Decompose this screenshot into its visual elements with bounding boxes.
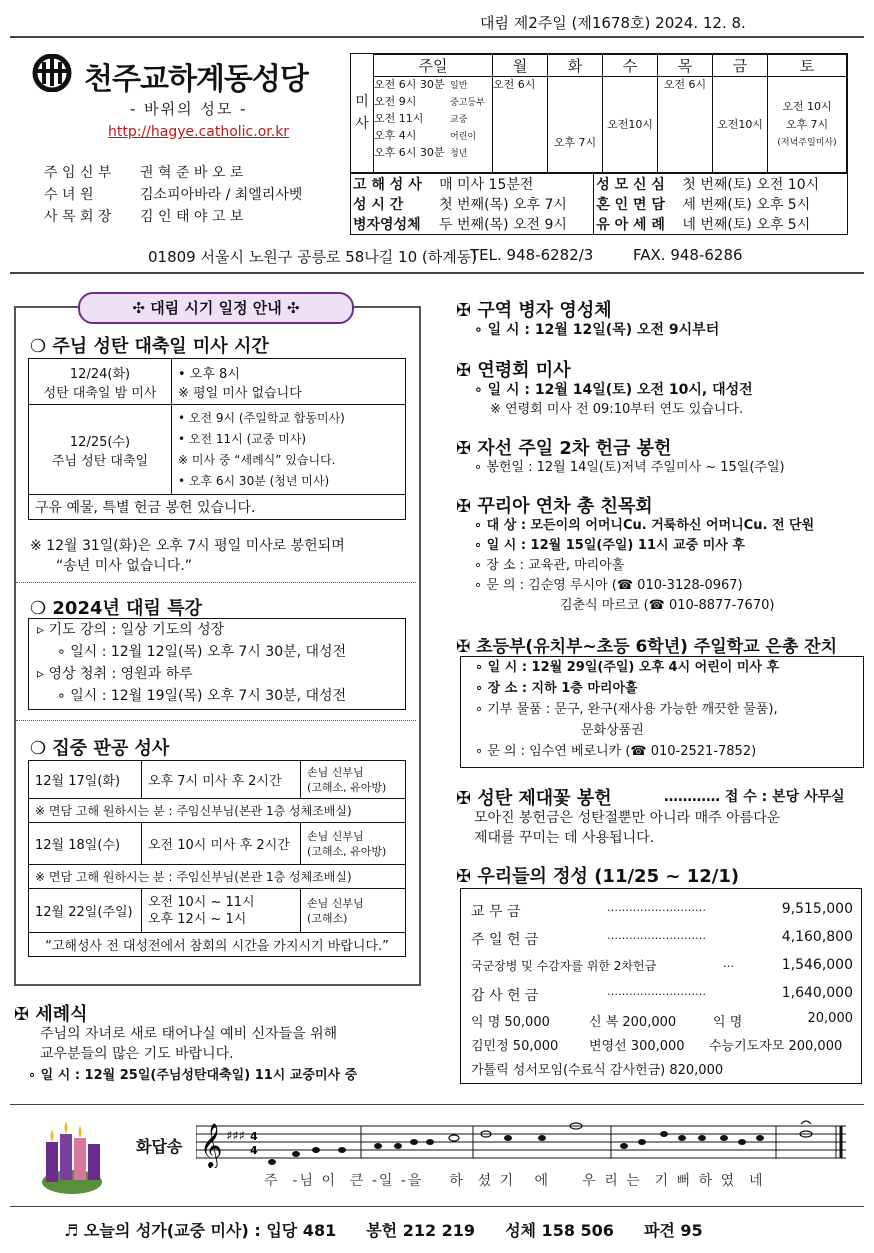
sched-fri: 오전10시 (713, 77, 768, 173)
flower-line: 모아진 봉헌금은 성탄절뿐만 아니라 매주 아름다운 (474, 810, 781, 826)
sick-communion-date: ∘ 일 시 : 12월 12일(목) 오전 9시부터 (474, 322, 720, 338)
staff-list (44, 162, 302, 228)
curia-details: ∘ 대 상 : 모든이의 어머니Cu. 거룩하신 어머니Cu. 전 단원 ∘ 일 시 : 12월 15일(주일) 11시 교중 미사 후 ∘ 장 소 : 교육관, 마리아홀 ∘ 문 의 : 김순영 루시아 (☎ 010-3128-0967) 김춘식 마르코 (☎ 010-8877-7670) (474, 518, 815, 613)
baptism-line: 교우분들의 많은 기도 바랍니다. (40, 1046, 234, 1062)
psalm-label: 화답송 (136, 1137, 183, 1156)
christmas-day: 12/25(수) 주님 성탄 대축일 (29, 405, 172, 495)
elder-mass-title: ✠ 연령회 미사 (456, 360, 571, 381)
advent-candles-icon (40, 1116, 104, 1196)
sched-sun: 오전 6시 30분 일반 오전 9시 중고등부 오전 11시 교중 오후 4시 어린이 오후 6시 30분 청년 (374, 77, 493, 173)
sched-thu: 오전 6시 (658, 77, 713, 173)
church-subtitle: - 바위의 성모 - (130, 100, 248, 118)
offering-box: 교 무 금 ……………………… 9,515,000 주 일 헌 금 ……………………… 4,160,800 국군장병 및 수감자를 위한 2차헌금 … 1,546,000 감 사 헌 금 ……………………… 1,640,000 익 명 50,000 신 복 200,000 익 명 20,000 김민정 50,000 변영선 300,000 수능기도자모 200,000 가톨릭 성서모임(수료식 감사헌금) 820,000 (460, 888, 862, 1084)
day-tue: 화 (548, 55, 603, 77)
christmas-title: ❍ 주님 성탄 대축일 미사 시간 (30, 336, 269, 357)
staff-row: 사 목 회 장 김 인 태 야 고 보 (44, 209, 244, 225)
christmas-mass-table (28, 358, 406, 520)
staff-row: 수 녀 원 김소피아바라 / 최엘리사벳 (44, 187, 303, 203)
mass-schedule-table (350, 53, 848, 235)
hymn-dismissal: 파견 95 (643, 1221, 703, 1240)
christmas-note: 구유 예물, 특별 헌금 봉헌 있습니다. (29, 495, 406, 520)
svg-text:𝄞: 𝄞 (200, 1123, 223, 1167)
baptism-date: ∘ 일 시 : 12월 25일(주님성탄대축일) 11시 교중미사 중 (28, 1068, 358, 1083)
baptism-title: ✠ 세례식 (14, 1004, 88, 1025)
sched-tue: 오후 7시 (548, 77, 603, 173)
day-mon: 월 (493, 55, 548, 77)
psalm-lyrics (264, 1170, 804, 1190)
elder-mass-date: ∘ 일 시 : 12월 14일(토) 오전 10시, 대성전 (474, 382, 753, 398)
address: 01809 서울시 노원구 공릉로 58나길 10 (하계동) (148, 248, 478, 266)
issue-date: 대림 제2주일 (제1678호) 2024. 12. 8. (480, 14, 746, 32)
staff-row: 주 임 신 부 권 혁 준 바 오 로 (44, 165, 244, 181)
school-party-title: ✠ 초등부(유치부~초등 6학년) 주일학교 은총 잔치 (456, 637, 838, 657)
sched-wed: 오전10시 (603, 77, 658, 173)
sched-mon: 오전 6시 (493, 77, 548, 173)
sched-sat: 오전 10시 오후 7시 (저녁주일미사) (768, 77, 847, 173)
christmas-day-times: • 오전 9시 (주일학교 합동미사) • 오전 11시 (교중 미사) ※ 미사 중 “세례식” 있습니다. • 오후 6시 30분 (청년 미사) (172, 405, 406, 495)
mass-row-label: 미 사 (351, 55, 374, 173)
hymn-entrance: 입당 481 (266, 1221, 337, 1240)
confession-table: 12월 17일(화) 오후 7시 미사 후 2시간 손님 신부님 (고해소, 유아방) ※ 면담 고해 원하시는 분 : 주임신부님(본관 1층 성체조배실) 12월 18일(수) 오전 10시 미사 후 2시간 손님 신부님 (고해소, 유아방) ※ 면담 고해 원하시는 분 : 주임신부님(본관 1층 성체조배실) 12월 22일(주일) 오전 10시 ~ 11시 오후 12시 ~ 1시 손님 신부님 (고해소) “고해성사 전 대성전에서 참회의 시간을 가지시기 바랍니다.” (28, 760, 406, 957)
psalm-lyrics-text: 주 -님 이 큰 -일 -을 하 셨 기 에 우 리 는 기 뻐 하 였 네 (264, 1173, 765, 1189)
sick-communion-title: ✠ 구역 병자 영성체 (456, 300, 612, 321)
curia-title: ✠ 꾸리아 연차 총 친목회 (456, 496, 653, 517)
hymn-offertory: 봉헌 212 219 (366, 1221, 476, 1240)
sacrament-info: 고 해 성 사 매 미사 15분전 성 모 신 심 첫 번째(토) 오전 10시 성 시 간 첫 번째(목) 오후 7시 혼 인 면 담 세 번째(토) 오후 5시 병자영성체 두 번째(목) 오전 9시 유 아 세 례 네 번째(토) 오후 5시 (351, 173, 847, 234)
school-party-box: ∘ 일 시 : 12월 29일(주일) 오후 4시 어린이 미사 후 ∘ 장 소 : 지하 1층 마리아홀 ∘ 기부 물품 : 문구, 완구(재사용 가능한 깨끗한 물품), 문화상품권 ∘ 문 의 : 임수연 베로니카 (☎ 010-2521-7852) (460, 656, 864, 768)
flower-title: ✠ 성탄 제대꽃 봉헌 (456, 788, 612, 809)
phone: TEL. 948-6282/3 (470, 246, 594, 264)
day-thu: 목 (658, 55, 713, 77)
flower-line: 제대를 꾸미는 데 사용됩니다. (474, 830, 655, 846)
christmas-eve: 12/24(화) 성탄 대축일 밤 미사 (29, 359, 172, 405)
svg-text:♯♯♯: ♯♯♯ (226, 1129, 245, 1144)
charity-date: ∘ 봉헌일 : 12월 14일(토)저녁 주일미사 ~ 15일(주일) (474, 460, 785, 475)
advent-lecture-title: ❍ 2024년 대림 특강 (30, 598, 202, 619)
svg-text:4: 4 (250, 1144, 258, 1157)
advent-lecture-box: ▹ 기도 강의 : 일상 기도의 성장 ∘ 일시 : 12월 12일(목) 오후 7시 30분, 대성전 ▹ 영상 청취 : 영원과 하루 ∘ 일시 : 12월 19일(목) 오후 7시 30분, 대성전 (28, 618, 406, 710)
flower-contact: ………… 접 수 : 본당 사무실 (664, 789, 845, 805)
advent-banner: ✣ 대림 시기 일정 안내 ✣ (78, 292, 354, 324)
offering-title: ✠ 우리들의 정성 (11/25 ~ 12/1) (456, 866, 740, 887)
psalm-staff (196, 1118, 846, 1168)
hymn-communion: 성체 158 506 (505, 1221, 614, 1240)
day-sun: 주일 (374, 55, 493, 77)
charity-title: ✠ 자선 주일 2차 헌금 봉헌 (456, 438, 672, 459)
elder-mass-note: ※ 연령회 미사 전 09:10부터 연도 있습니다. (490, 402, 744, 417)
church-logo-icon (28, 54, 76, 92)
svg-text:4: 4 (250, 1130, 258, 1143)
day-wed: 수 (603, 55, 658, 77)
new-year-note-2: “송년 미사 없습니다.” (56, 558, 193, 574)
hymn-line (64, 1218, 703, 1241)
new-year-note: ※ 12월 31일(화)은 오후 7시 평일 미사로 봉헌되며 (30, 538, 345, 554)
church-url-link[interactable]: http://hagye.catholic.or.kr (108, 124, 290, 140)
day-sat: 토 (768, 55, 847, 77)
hymn-label: ♬ 오늘의 성가(교중 미사) : (64, 1221, 267, 1240)
baptism-line: 주님의 자녀로 새로 태어나실 예비 신자들을 위해 (40, 1026, 338, 1042)
confession-title: ❍ 집중 판공 성사 (30, 738, 170, 759)
fax: FAX. 948-6286 (633, 246, 743, 264)
church-name: 천주교하계동성당 (84, 62, 308, 97)
day-fri: 금 (713, 55, 768, 77)
christmas-eve-times: • 오후 8시 ※ 평일 미사 없습니다 (172, 359, 406, 405)
